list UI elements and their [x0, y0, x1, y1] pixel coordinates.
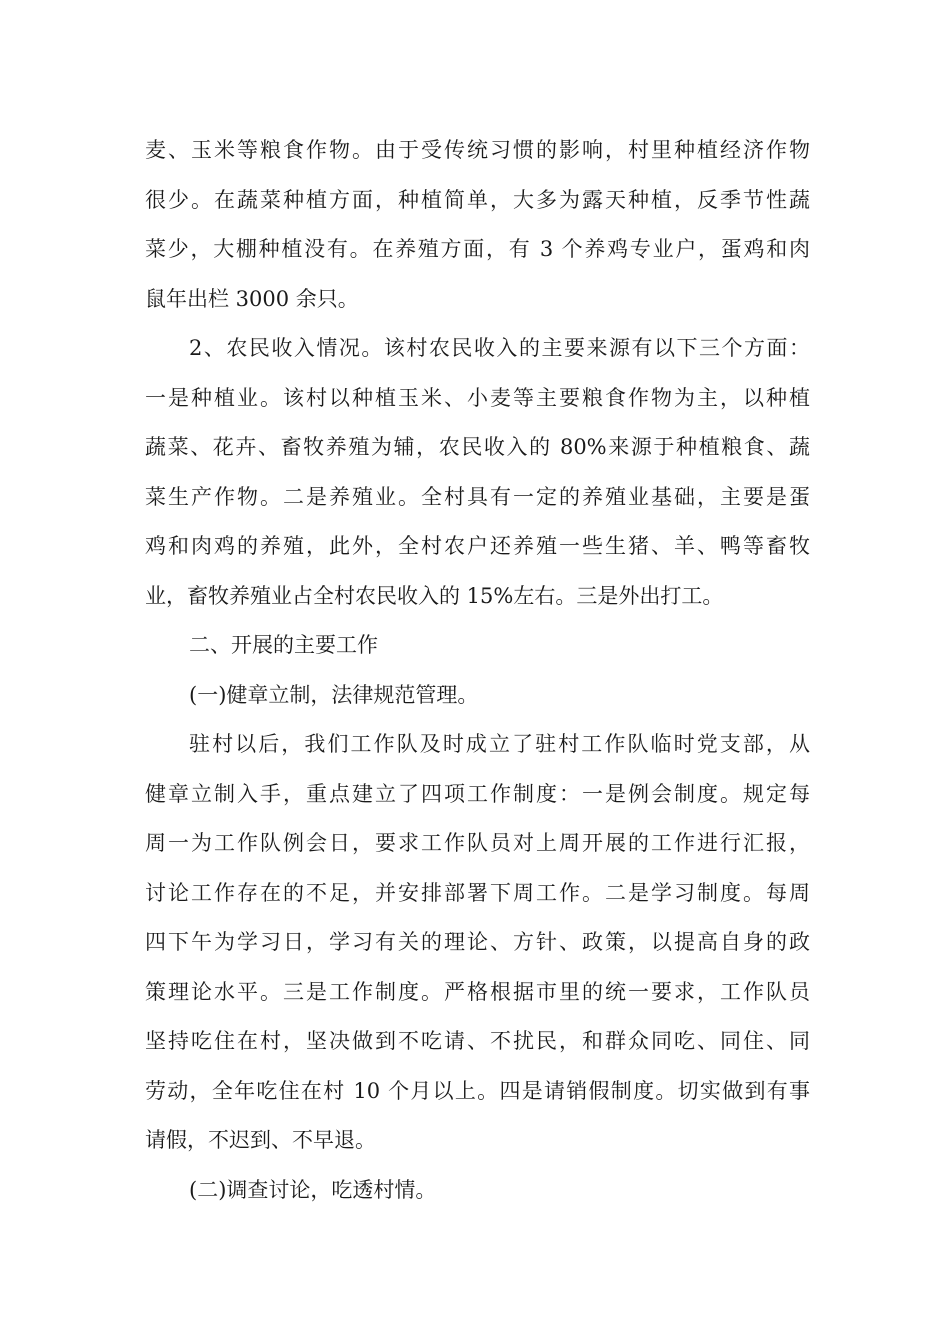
paragraph-start: 驻村以后，我们工作队及时成立了驻村工作队临时党支部，从 — [189, 732, 810, 756]
text-line: 鸡和肉鸡的养殖，此外，全村农户还养殖一些生猪、羊、鸭等畜牧 — [145, 534, 810, 558]
text-line: 菜少，大棚种植没有。在养殖方面，有 3 个养鸡专业户，蛋鸡和肉 — [145, 237, 810, 261]
text-line: 周一为工作队例会日，要求工作队员对上周开展的工作进行汇报， — [145, 831, 810, 855]
text-line: 四下午为学习日，学习有关的理论、方针、政策，以提高自身的政 — [145, 930, 810, 954]
text-line: 很少。在蔬菜种植方面，种植简单，大多为露天种植，反季节性蔬 — [145, 187, 810, 212]
subsection-heading: (二)调查讨论，吃透村情。 — [189, 1177, 437, 1202]
paragraph-start: 2、农民收入情况。该村农民收入的主要来源有以下三个方面： — [189, 336, 810, 360]
subsection-heading: (一)健章立制，法律规范管理。 — [189, 682, 479, 707]
text-line: 菜生产作物。二是养殖业。全村具有一定的养殖业基础，主要是蛋 — [145, 484, 810, 509]
text-line: 劳动，全年吃住在村 10 个月以上。四是请销假制度。切实做到有事 — [145, 1078, 810, 1103]
text-line: 蔬菜、花卉、畜牧养殖为辅，农民收入的 80%来源于种植粮食、蔬 — [145, 435, 810, 459]
text-line: 请假，不迟到、不早退。 — [145, 1128, 376, 1152]
text-line: 业，畜牧养殖业占全村农民收入的 15%左右。三是外出打工。 — [145, 583, 724, 608]
text-line: 麦、玉米等粮食作物。由于受传统习惯的影响，村里种植经济作物 — [145, 138, 810, 162]
text-line: 坚持吃住在村，坚决做到不吃请、不扰民，和群众同吃、同住、同 — [145, 1029, 810, 1053]
text-line: 鼠年出栏 3000 余只。 — [145, 286, 359, 311]
text-line: 策理论水平。三是工作制度。严格根据市里的统一要求，工作队员 — [145, 979, 810, 1004]
text-line: 讨论工作存在的不足，并安排部署下周工作。二是学习制度。每周 — [145, 880, 810, 905]
section-heading: 二、开展的主要工作 — [189, 633, 378, 657]
text-line: 健章立制入手，重点建立了四项工作制度：一是例会制度。规定每 — [145, 781, 810, 806]
document-body — [145, 126, 810, 1215]
text-line: 一是种植业。该村以种植玉米、小麦等主要粮食作物为主，以种植 — [145, 385, 810, 410]
